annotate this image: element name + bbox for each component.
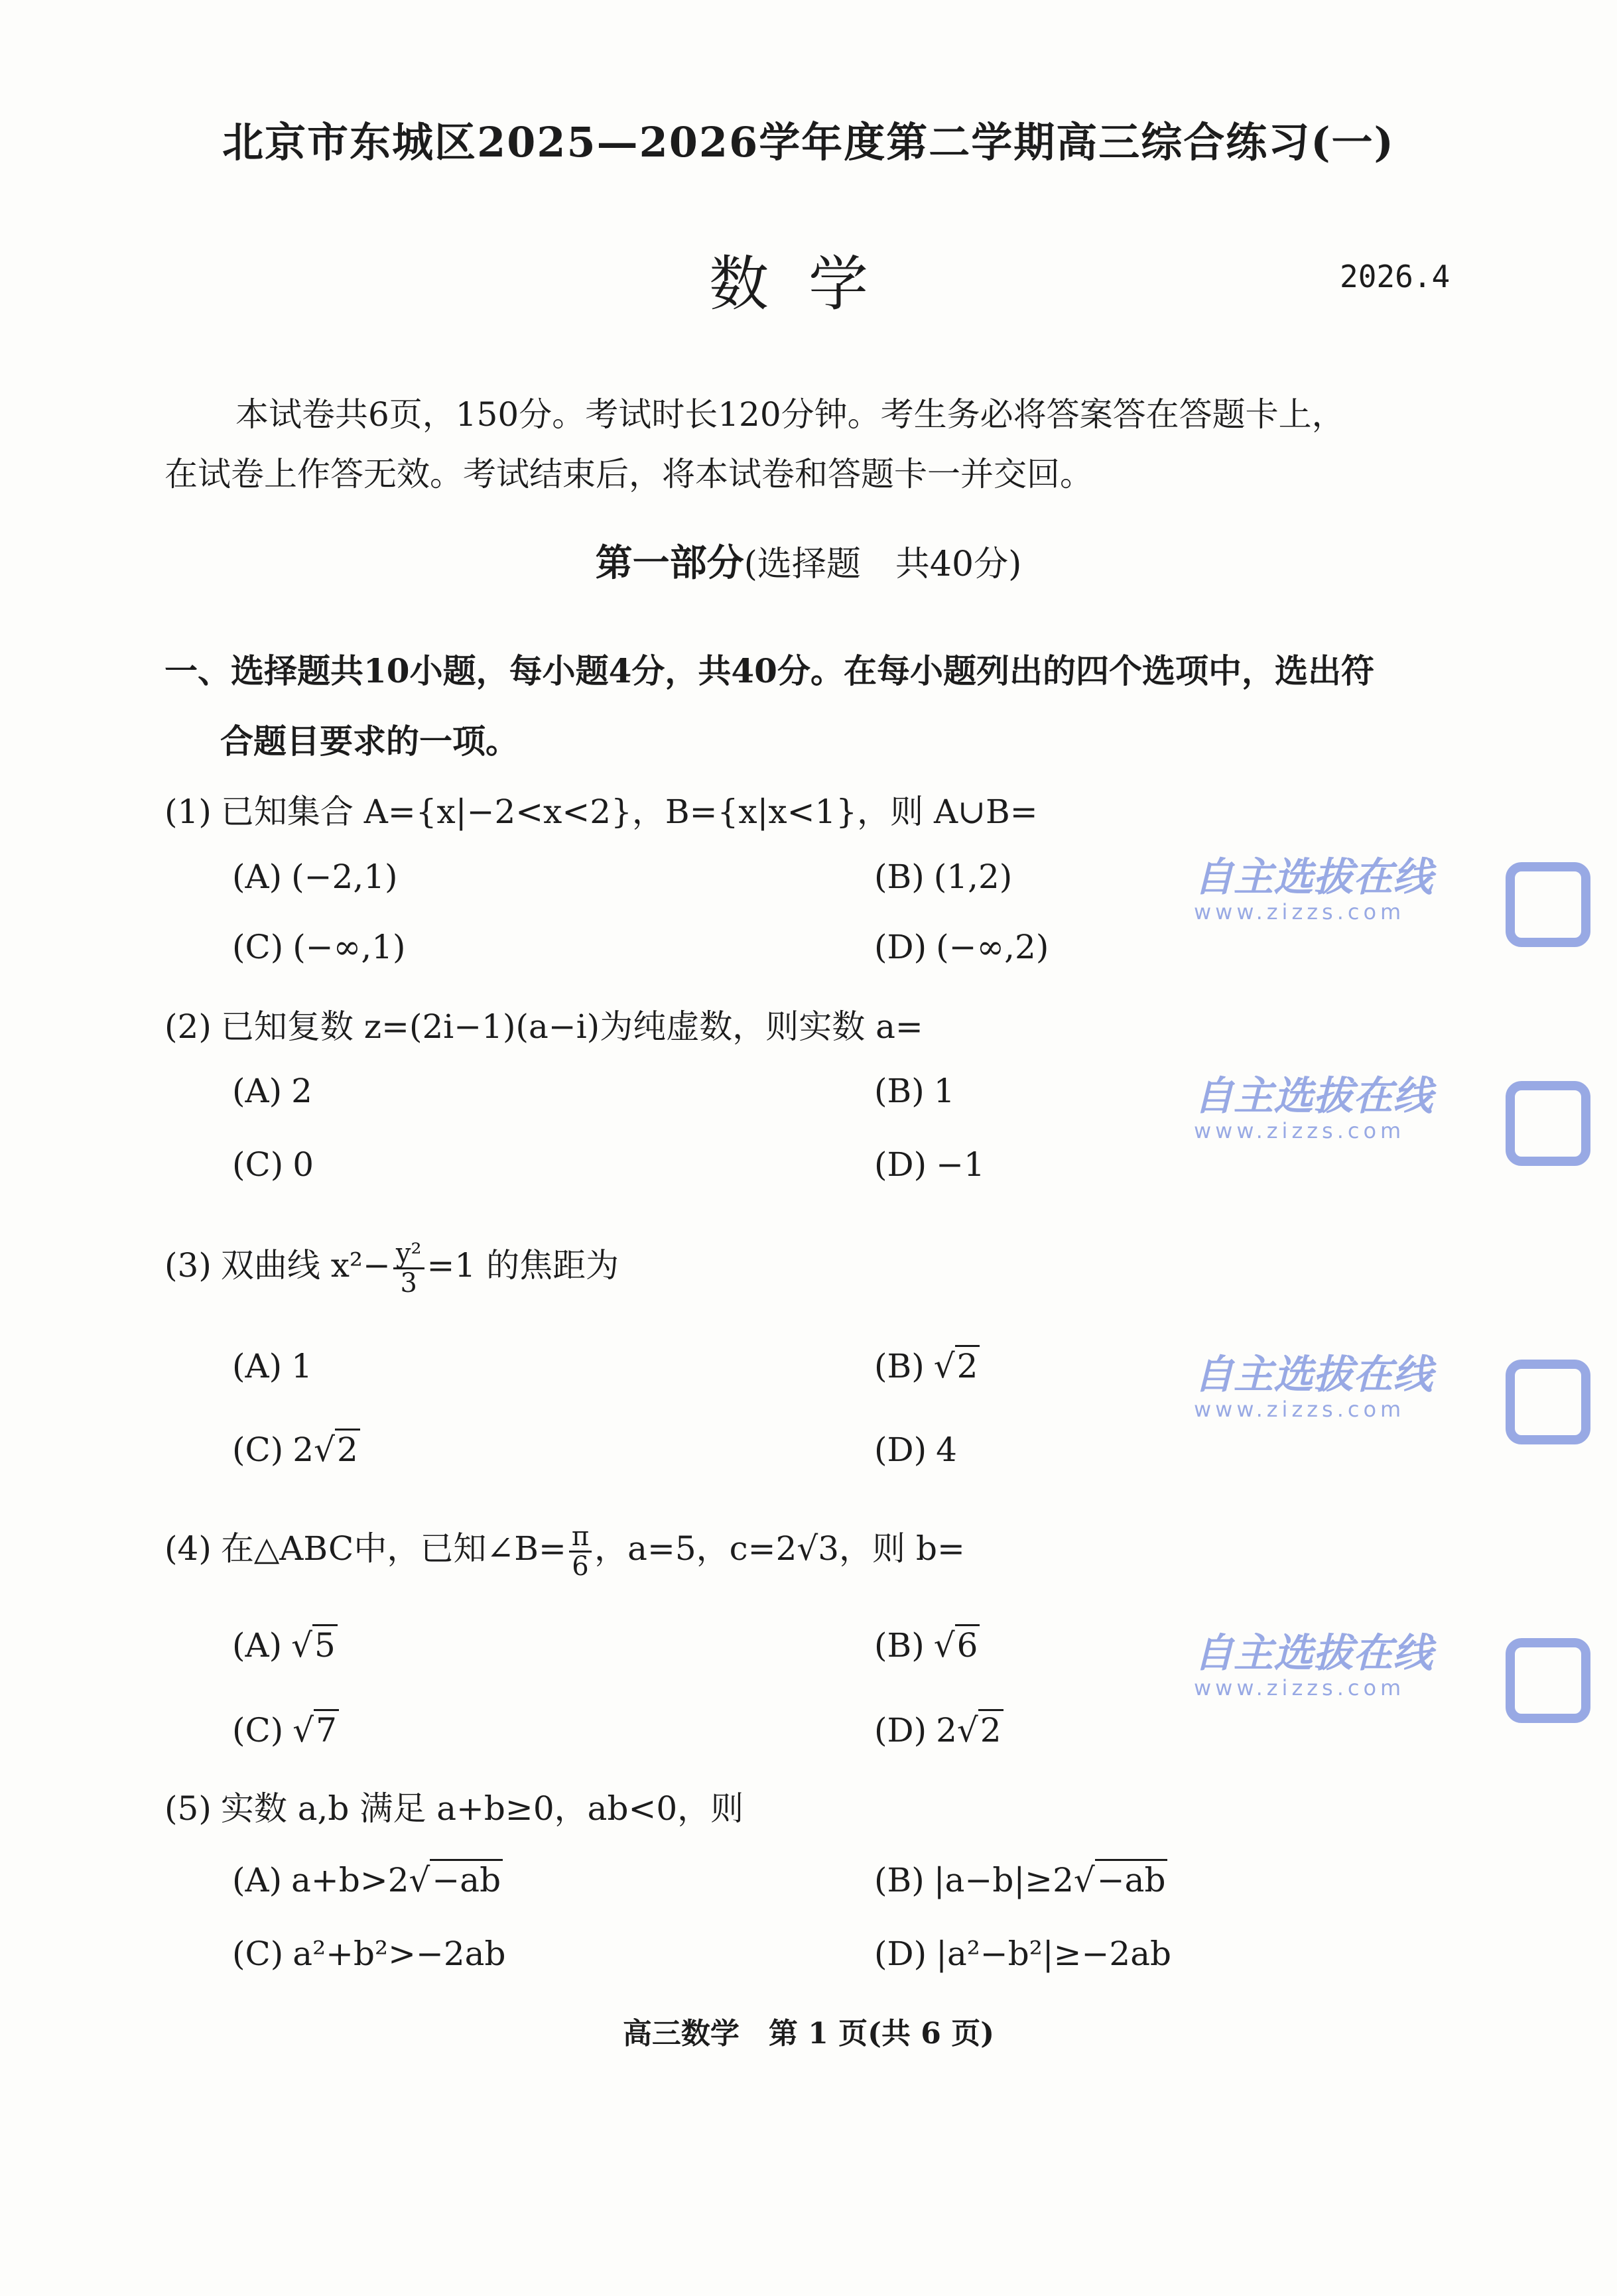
question-number: (3) — [164, 1246, 212, 1285]
question-number: (4) — [164, 1529, 212, 1568]
answer-option — [232, 1626, 338, 1665]
option-radicand: −ab — [430, 1859, 503, 1899]
question-stem — [164, 1522, 965, 1580]
option-radicand: 2 — [978, 1709, 1003, 1750]
answer-option — [232, 1145, 314, 1184]
watermark-name: 自主选拔在线 — [1194, 1630, 1433, 1677]
option-text: 2 — [291, 1072, 312, 1110]
watermark-logo-icon — [1506, 1360, 1590, 1444]
option-text: 1 — [291, 1347, 312, 1385]
option-text: √ — [933, 1626, 955, 1665]
answer-option — [874, 1861, 1167, 1899]
option-label: (A) — [232, 1347, 283, 1385]
watermark — [1194, 1631, 1433, 1700]
option-label: (B) — [874, 1861, 925, 1899]
question-text: 已知复数 z=(2i−1)(a−i)为纯虚数，则实数 a= — [220, 1007, 923, 1046]
watermark-name: 自主选拔在线 — [1194, 854, 1433, 901]
exam-date: 2026.4 — [1340, 259, 1451, 294]
question-stem — [164, 1000, 923, 1048]
option-radicand: 6 — [955, 1624, 980, 1665]
option-text: (−∞,2) — [936, 928, 1049, 966]
watermark — [1194, 1074, 1433, 1143]
question-text-post: =1 的焦距为 — [426, 1246, 619, 1285]
intro-line-2: 在试卷上作答无效。考试结束后，将本试卷和答题卡一并交回。 — [164, 455, 1093, 493]
answer-option — [232, 1711, 339, 1750]
watermark-logo-icon — [1506, 1081, 1590, 1166]
watermark-name: 自主选拔在线 — [1194, 1073, 1433, 1119]
answer-option — [874, 858, 1012, 896]
exam-title: 北京市东城区2025—2026学年度第二学期高三综合练习(一) — [222, 118, 1395, 166]
option-label: (D) — [874, 1145, 927, 1184]
answer-option — [232, 1347, 312, 1385]
option-label: (D) — [874, 1431, 927, 1469]
option-label: (B) — [874, 1626, 925, 1665]
question-number: (5) — [164, 1789, 212, 1828]
watermark-url: www.zizzs.com — [1194, 1397, 1405, 1422]
option-text: |a²−b²|≥−2ab — [936, 1935, 1172, 1973]
option-label: (C) — [232, 1145, 284, 1184]
question-text-post: ，a=5，c=2√3，则 b= — [594, 1529, 965, 1568]
fraction-numerator: y² — [393, 1240, 424, 1269]
watermark-logo-icon — [1506, 1638, 1590, 1723]
answer-option — [232, 858, 398, 896]
answer-option — [874, 1347, 980, 1385]
fraction-denominator: 3 — [400, 1267, 417, 1299]
answer-option — [874, 928, 1049, 966]
option-radicand: 5 — [312, 1624, 338, 1665]
option-label: (C) — [232, 928, 284, 966]
answer-option — [232, 1935, 506, 1973]
option-label: (C) — [232, 1431, 284, 1469]
option-text: 2√ — [292, 1431, 335, 1469]
option-text: −1 — [936, 1145, 985, 1184]
option-label: (D) — [874, 1711, 927, 1750]
watermark-logo-icon — [1506, 862, 1590, 947]
subject-title: 数学 — [709, 249, 908, 319]
question-stem — [164, 1239, 619, 1297]
fraction — [393, 1240, 424, 1297]
option-radicand: 2 — [335, 1429, 360, 1469]
option-text: 1 — [933, 1072, 955, 1110]
watermark — [1194, 856, 1433, 925]
answer-option — [232, 928, 406, 966]
option-label: (B) — [874, 1072, 925, 1110]
option-text: 4 — [936, 1431, 957, 1469]
option-text: (1,2) — [933, 858, 1013, 896]
option-radicand: 2 — [955, 1345, 980, 1385]
question-stem — [164, 785, 1038, 833]
question-text-pre: 在△ABC中，已知∠B= — [220, 1529, 566, 1568]
answer-option — [874, 1072, 955, 1110]
watermark — [1194, 1353, 1433, 1422]
option-text: 0 — [292, 1145, 314, 1184]
option-text: a+b>2√ — [291, 1861, 430, 1899]
watermark-name: 自主选拔在线 — [1194, 1352, 1433, 1398]
answer-option — [874, 1626, 980, 1665]
option-label: (A) — [232, 1861, 283, 1899]
question-text: 实数 a,b 满足 a+b≥0，ab<0，则 — [220, 1789, 744, 1828]
watermark-url: www.zizzs.com — [1194, 1118, 1405, 1143]
option-label: (D) — [874, 1935, 927, 1973]
question-number: (1) — [164, 793, 212, 831]
option-text: √ — [933, 1347, 955, 1385]
fraction-numerator: π — [569, 1523, 592, 1553]
option-text: (−2,1) — [291, 858, 398, 896]
answer-option — [874, 1711, 1003, 1750]
option-label: (A) — [232, 1072, 283, 1110]
question-text-pre: 双曲线 x²− — [220, 1246, 391, 1285]
option-text: (−∞,1) — [292, 928, 406, 966]
option-text: √ — [292, 1711, 314, 1750]
option-label: (C) — [232, 1711, 284, 1750]
part-note: (选择题 共40分) — [744, 544, 1022, 584]
option-label: (C) — [232, 1935, 284, 1973]
watermark-url: www.zizzs.com — [1194, 1675, 1405, 1700]
page-footer: 高三数学 第 1 页(共 6 页) — [622, 2017, 995, 2051]
watermark-url: www.zizzs.com — [1194, 899, 1405, 925]
section-heading-line-2: 合题目要求的一项。 — [220, 722, 519, 761]
option-radicand: −ab — [1095, 1859, 1168, 1899]
part-heading — [0, 534, 1617, 587]
option-text: a²+b²>−2ab — [292, 1935, 506, 1973]
fraction-denominator: 6 — [572, 1551, 589, 1582]
option-label: (B) — [874, 1347, 925, 1385]
part-title: 第一部分 — [595, 541, 744, 585]
option-label: (A) — [232, 858, 283, 896]
option-text: |a−b|≥2√ — [933, 1861, 1095, 1899]
option-text: 2√ — [936, 1711, 978, 1750]
option-text: √ — [291, 1626, 312, 1665]
answer-option — [874, 1431, 957, 1469]
question-stem — [164, 1782, 744, 1830]
option-label: (D) — [874, 928, 927, 966]
option-label: (B) — [874, 858, 925, 896]
option-radicand: 7 — [314, 1709, 339, 1750]
answer-option — [232, 1861, 503, 1899]
intro-line-1: 本试卷共6页，150分。考试时长120分钟。考生务必将答案答在答题卡上， — [235, 395, 1345, 434]
answer-option — [874, 1145, 985, 1184]
section-heading-line-1: 一、选择题共10小题，每小题4分，共40分。在每小题列出的四个选项中，选出符 — [164, 651, 1374, 690]
fraction — [569, 1523, 592, 1580]
question-number: (2) — [164, 1007, 212, 1046]
answer-option — [232, 1431, 360, 1469]
answer-option — [232, 1072, 312, 1110]
question-text: 已知集合 A={x|−2<x<2}，B={x|x<1}，则 A∪B= — [220, 793, 1038, 831]
answer-option — [874, 1935, 1171, 1973]
option-label: (A) — [232, 1626, 283, 1665]
